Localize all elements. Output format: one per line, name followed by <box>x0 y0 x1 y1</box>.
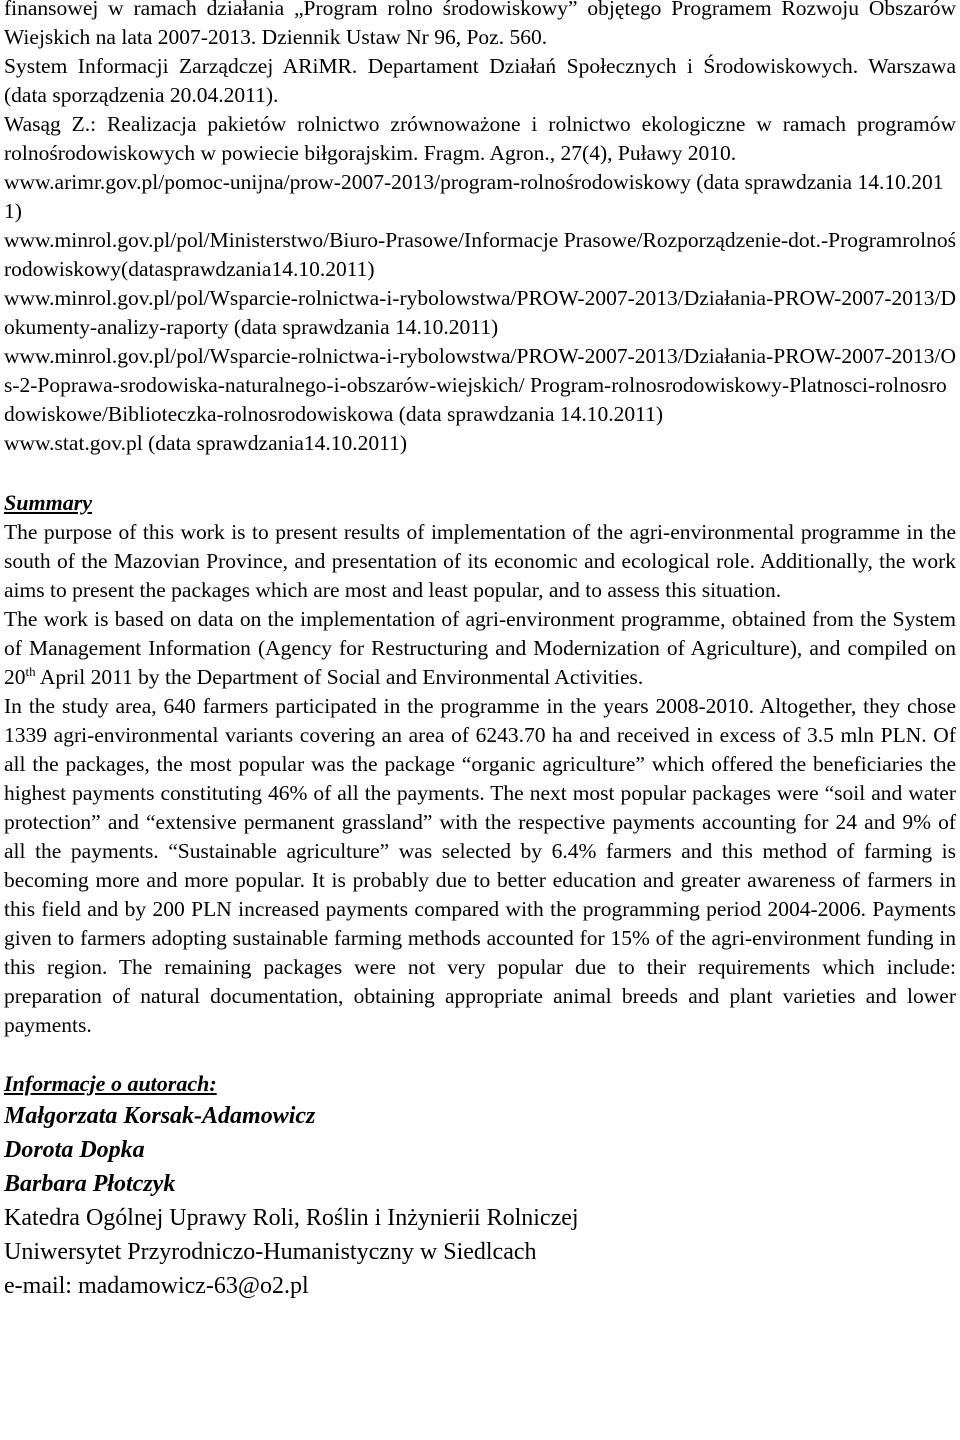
author-name: Barbara Płotczyk <box>4 1171 176 1197</box>
reference-item: www.minrol.gov.pl/pol/Wsparcie-rolnictwa-i-rybolowstwa/PROW-2007-2013/Działania-PROW-2007-2013/Os-2-Poprawa-srodowiska-naturalnego-i-obszarów-wiejskich/ Program-rolnosrodowiskowy-Platnosci-rolnosrodowiskowe/Biblioteczka-rolnosrodowiskowa (data sprawdzania 14.10.2011) <box>4 344 956 426</box>
authors-heading: Informacje o autorach: <box>4 1071 217 1096</box>
author-name: Dorota Dopka <box>4 1137 145 1163</box>
page <box>4 0 956 1303</box>
author-university: Uniwersytet Przyrodniczo-Humanistyczny w Siedlcach <box>4 1239 537 1265</box>
references-section <box>4 0 956 458</box>
reference-item: www.minrol.gov.pl/pol/Ministerstwo/Biuro-Prasowe/Informacje Prasowe/Rozporządzenie-dot.-Programrolnośrodowiskowy(datasprawdzania14.10.2011) <box>4 228 956 281</box>
spacer <box>4 1040 956 1069</box>
summary-text: The work is based on data on the implementation of agri-environment programme, obtained from the System of Management Information (Agency for Restructuring and Modernization of Agriculture), and compiled on 20 <box>4 607 956 689</box>
reference-item: finansowej w ramach działania „Program rolno środowiskowy” objętego Programem Rozwoju Obszarów Wiejskich na lata 2007-2013. Dziennik Ustaw Nr 96, Poz. 560. <box>4 0 956 49</box>
summary-paragraph <box>4 605 956 692</box>
spacer <box>4 458 956 488</box>
superscript: th <box>25 663 36 679</box>
reference-item: www.stat.gov.pl (data sprawdzania14.10.2011) <box>4 431 408 455</box>
summary-section <box>4 488 956 1040</box>
authors-section <box>4 1069 956 1303</box>
summary-paragraph: In the study area, 640 farmers participated in the programme in the years 2008-2010. Altogether, they chose 1339 agri-environmental variants covering an area of 6243.70 ha and received in excess of 3.5 mln PLN. Of all the packages, the most popular was the package “organic agriculture” which offered the beneficiaries the highest payments constituting 46% of all the payments. The next most popular packages were “soil and water protection” and “extensive permanent grassland” with the respective payments accounting for 24 and 9% of all the payments. “Sustainable agriculture” was selected by 6.4% farmers and this method of farming is becoming more and more popular. It is probably due to better education and greater awareness of farmers in this field and by 200 PLN increased payments compared with the programming period 2004-2006. Payments given to farmers adopting sustainable farming methods accounted for 15% of the agri-environment funding in this region. The remaining packages were not very popular due to their requirements which include: preparation of natural documentation, obtaining appropriate animal breeds and plant varieties and lower payments. <box>4 694 956 1037</box>
reference-item: Wasąg Z.: Realizacja pakietów rolnictwo zrównoważone i rolnictwo ekologiczne w ramach programów rolnośrodowiskowych w powiecie biłgorajskim. Fragm. Agron., 27(4), Puławy 2010. <box>4 112 956 165</box>
summary-heading: Summary <box>4 490 93 515</box>
reference-item: System Informacji Zarządczej ARiMR. Departament Działań Społecznych i Środowiskowych. Warszawa (data sporządzenia 20.04.2011). <box>4 54 956 107</box>
author-department: Katedra Ogólnej Uprawy Roli, Roślin i Inżynierii Rolniczej <box>4 1205 579 1231</box>
author-email: e-mail: madamowicz-63@o2.pl <box>4 1273 309 1299</box>
reference-item: www.minrol.gov.pl/pol/Wsparcie-rolnictwa-i-rybolowstwa/PROW-2007-2013/Działania-PROW-2007-2013/Dokumenty-analizy-raporty (data sprawdzania 14.10.2011) <box>4 286 956 339</box>
author-name: Małgorzata Korsak-Adamowicz <box>4 1103 316 1129</box>
summary-paragraph: The purpose of this work is to present results of implementation of the agri-environmental programme in the south of the Mazovian Province, and presentation of its economic and ecological role. Additionally, the work aims to present the packages which are most and least popular, and to assess this situation. <box>4 520 956 602</box>
reference-item: www.arimr.gov.pl/pomoc-unijna/prow-2007-2013/program-rolnośrodowiskowy (data sprawdzania 14.10.2011) <box>4 170 944 223</box>
summary-text: April 2011 by the Department of Social and Environmental Activities. <box>35 665 644 689</box>
